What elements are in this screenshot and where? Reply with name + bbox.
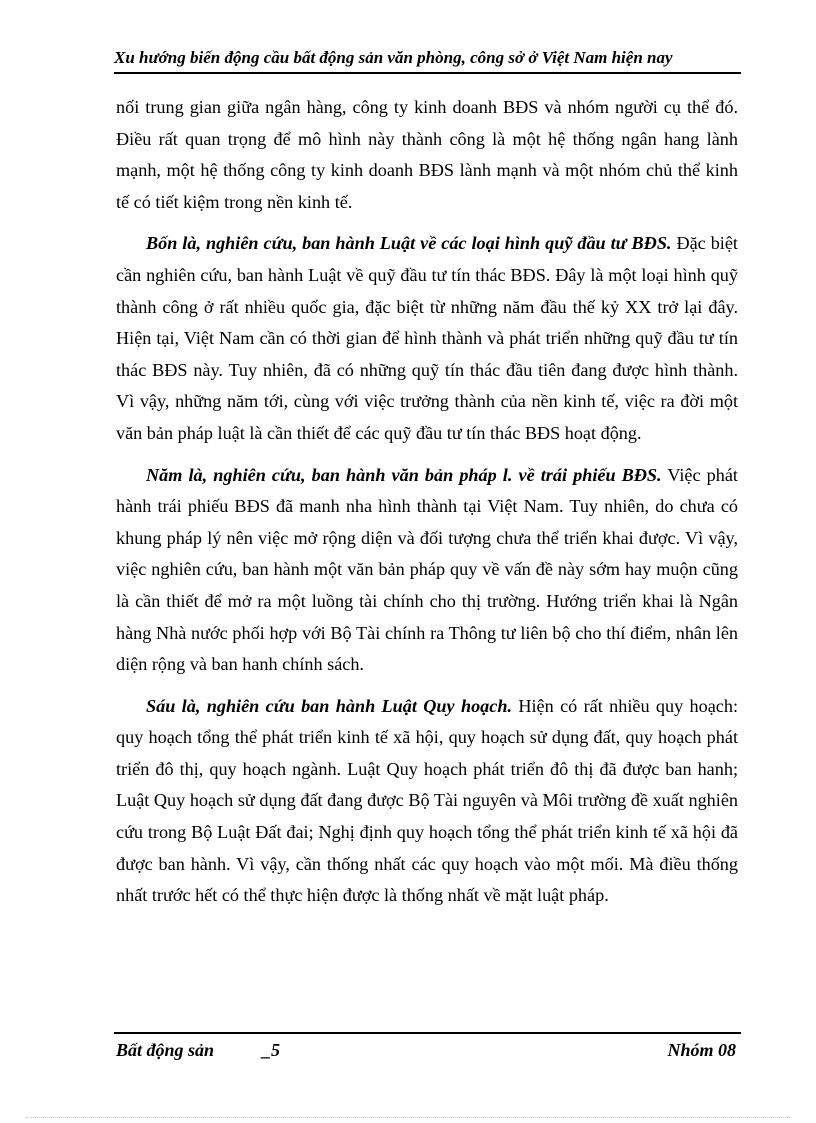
footer-divider: [114, 1032, 741, 1034]
paragraph-sixth-point: [116, 691, 738, 912]
paragraph-text: Việc phát hành trái phiếu BĐS đã manh nha hình thành tại Việt Nam. Tuy nhiên, do chưa có khung pháp lý nên việc mở rộng diện và đối tượng chưa thể triển khai được. Vì vậy, việc nghiên cứu, ban hành một văn bản pháp quy về vấn đề này sớm hay muộn cũng là cần thiết để mở ra một luồng tài chính cho thị trường. Hướng triển khai là Ngân hàng Nhà nước phối hợp với Bộ Tài chính ra Thông tư liên bộ cho thí điểm, nhân lên diện rộng và ban hanh chính sách.: [116, 464, 738, 675]
paragraph-text: Hiện có rất nhiều quy hoạch: quy hoạch tổng thể phát triển kinh tế xã hội, quy hoạch sử dụng đất, quy hoạch phát triển đô thị, quy hoạch ngành. Luật Quy hoạch phát triển đô thị đã được ban hanh; Luật Quy hoạch sử dụng đất đang được Bộ Tài nguyên và Môi trường đề xuất nghiên cứu trong Bộ Luật Đất đai; Nghị định quy hoạch tổng thể phát triển kinh tế xã hội đã được ban hành. Vì vậy, cần thống nhất các quy hoạch vào một mối. Mà điều thống nhất trước hết có thể thực hiện được là thống nhất về mặt luật pháp.: [116, 695, 739, 906]
footer-group: Nhóm 08: [667, 1040, 736, 1060]
page-header-title: Xu hướng biến động cầu bất động sản văn phòng, công sở ở Việt Nam hiện nay: [114, 48, 673, 67]
footer-page-number: _5: [262, 1040, 280, 1060]
paragraph-text: nối trung gian giữa ngân hàng, công ty kinh doanh BĐS và nhóm người cụ thể đó. Điều rất quan trọng để mô hình này thành công là một hệ thống ngân hang lành mạnh, một hệ thống công ty kinh doanh BĐS lành mạnh và một nhóm chủ thể kinh tế có tiết kiệm trong nền kinh tế.: [116, 97, 738, 212]
header-divider: [114, 72, 741, 74]
paragraph-continuation: [116, 92, 738, 218]
paragraph-fourth-point: [116, 228, 738, 449]
document-body: [116, 92, 738, 912]
footer-subject: Bất động sản: [116, 1040, 215, 1060]
paragraph-lead: Sáu là, nghiên cứu ban hành Luật Quy hoạch.: [146, 695, 512, 716]
page-footer: [116, 1037, 736, 1063]
paragraph-lead: Năm là, nghiên cứu, ban hành văn bản pháp l. về trái phiếu BĐS.: [146, 464, 662, 485]
paragraph-text: Đặc biệt cần nghiên cứu, ban hành Luật về quỹ đầu tư tín thác BĐS. Đây là một loại hình quỹ thành công ở rất nhiều quốc gia, đặc biệt từ những năm đầu thế kỷ XX trở lại đây. Hiện tại, Việt Nam cần có thời gian để hình thành và phát triển những quỹ đầu tư tín thác BĐS này. Tuy nhiên, đã có những quỹ tín thác đầu tiên đang được hình thành. Vì vậy, những năm tới, cùng với việc trưởng thành của nền kinh tế, việc ra đời một văn bản pháp luật là cần thiết để các quỹ đầu tư tín thác BĐS hoạt động.: [116, 233, 738, 443]
paragraph-fifth-point: [116, 460, 738, 681]
page-bottom-edge: [26, 1117, 790, 1118]
paragraph-lead: Bốn là, nghiên cứu, ban hành Luật về các loại hình quỹ đầu tư BĐS.: [146, 233, 672, 254]
